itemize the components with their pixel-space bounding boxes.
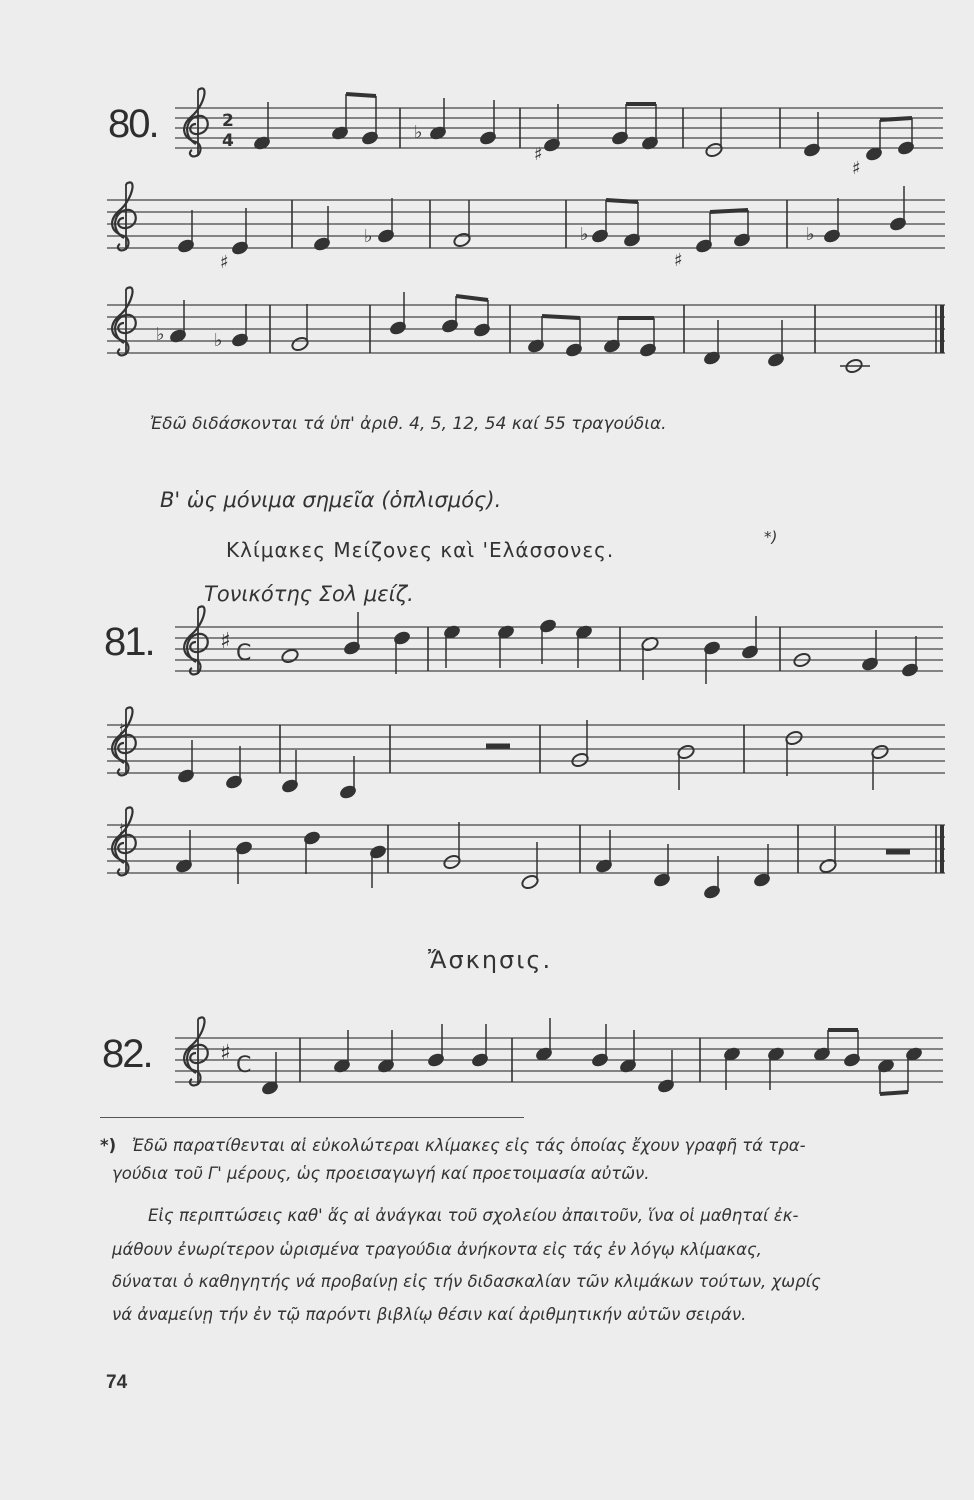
staff-81-3 <box>107 825 945 873</box>
svg-text:C: C <box>236 1053 252 1078</box>
staff-81-2 <box>107 725 945 773</box>
footnote-marker: *) <box>100 1136 117 1155</box>
svg-text:♯: ♯ <box>220 1041 231 1066</box>
footnote-reference: *) <box>764 528 778 546</box>
svg-text:C: C <box>236 641 252 666</box>
footnote-line: Ἐδῶ παρατίθενται αἱ εὐκολώτεραι κλίμακες εἰς τάς ὁποίας ἔχουν γραφῆ τά τρα- <box>132 1136 806 1155</box>
exercise-number-82: 82. <box>102 1032 152 1076</box>
svg-text:♭: ♭ <box>214 330 223 351</box>
exercise-label: Ἄσκησις. <box>428 946 553 974</box>
exercise-number-81: 81. <box>104 620 154 664</box>
svg-text:♯: ♯ <box>118 718 129 743</box>
staff-80-2 <box>107 200 945 248</box>
svg-text:♭: ♭ <box>580 224 589 245</box>
exercise-number-80: 80. <box>108 102 158 146</box>
svg-text:♯: ♯ <box>674 250 683 271</box>
footnote-line: Εἰς περιπτώσεις καθ' ἅς αἱ ἀνάγκαι τοῦ σχολείου ἀπαιτοῦν, ἵνα οἱ μαθηταί ἐκ- <box>148 1206 799 1225</box>
section-heading: B' ὡς μόνιμα σημεῖα (ὁπλισμός). <box>160 488 502 512</box>
footnote-line: μάθουν ἐνωρίτερον ὡρισμένα τραγούδια ἀνήκοντα εἰς τάς ἐν λόγῳ κλίμακας, <box>112 1240 762 1259</box>
tonality-label: Τονικότης Σολ μείζ. <box>204 582 414 606</box>
svg-text:♭: ♭ <box>364 226 373 247</box>
svg-text:♭: ♭ <box>156 324 165 345</box>
svg-text:♯: ♯ <box>118 818 129 843</box>
footnote-line: νά ἀναμείνῃ τήν ἐν τῷ παρόντι βιβλίῳ θέσιν καί ἀριθμητικήν αὐτῶν σειράν. <box>112 1305 747 1324</box>
footnote-rule <box>100 1117 524 1118</box>
page-number: 74 <box>106 1372 128 1393</box>
svg-text:2: 2 <box>222 111 234 131</box>
svg-text:♯: ♯ <box>220 629 231 654</box>
svg-text:♯: ♯ <box>220 252 229 273</box>
staff-80-3 <box>107 305 945 353</box>
staff-81-1 <box>175 627 943 671</box>
svg-text:4: 4 <box>222 131 234 151</box>
svg-text:♯: ♯ <box>534 144 543 165</box>
section-subheading: Κλίμακες Μείζονες καὶ 'Ελάσσονες. <box>226 538 615 562</box>
svg-text:♭: ♭ <box>414 122 423 143</box>
svg-text:♭: ♭ <box>806 224 815 245</box>
svg-text:♯: ♯ <box>852 158 861 179</box>
footnote-line: δύναται ὁ καθηγητής νά προβαίνῃ εἰς τήν διδασκαλίαν τῶν κλιμάκων τούτων, χωρίς <box>112 1272 821 1291</box>
footnote-line: γούδια τοῦ Γ' μέρους, ὡς προεισαγωγή καί προετοιμασία αὐτῶν. <box>112 1164 650 1183</box>
teaching-note: Ἐδῶ διδάσκονται τά ὑπ' ἀριθ. 4, 5, 12, 54 καί 55 τραγούδια. <box>150 414 667 434</box>
